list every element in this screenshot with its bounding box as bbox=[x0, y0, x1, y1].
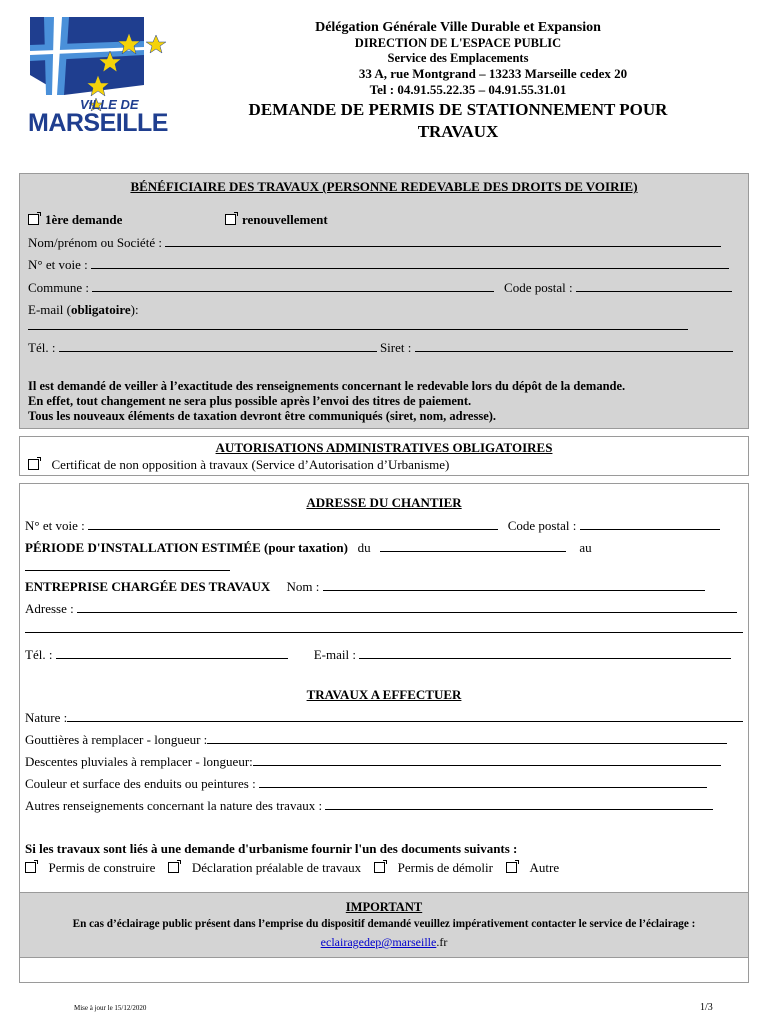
gouttieres-input-line[interactable] bbox=[207, 732, 727, 744]
logo-text-marseille: MARSEILLE bbox=[28, 109, 168, 137]
commune-field[interactable]: Commune : Code postal : bbox=[28, 280, 742, 296]
declaration-prealable-option[interactable]: Déclaration préalable de travaux bbox=[168, 860, 361, 875]
autorisations-title: AUTORISATIONS ADMINISTRATIVES OBLIGATOIRES bbox=[215, 440, 553, 455]
descentes-field[interactable]: Descentes pluviales à remplacer - longueur: bbox=[25, 754, 745, 770]
autorisations-section bbox=[19, 436, 749, 476]
autres-field[interactable]: Autres renseignements concernant la nature des travaux : bbox=[25, 798, 745, 814]
renewal-option[interactable]: renouvellement bbox=[225, 212, 328, 228]
entreprise-adresse-line2[interactable] bbox=[25, 621, 743, 637]
entreprise-tel-input-line[interactable] bbox=[56, 647, 288, 659]
nature-input-line[interactable] bbox=[67, 710, 743, 722]
entreprise-field[interactable]: ENTREPRISE CHARGÉE DES TRAVAUX Nom : bbox=[25, 579, 745, 595]
permis-demolir-option[interactable]: Permis de démolir bbox=[374, 860, 493, 875]
checkbox-icon[interactable] bbox=[506, 862, 517, 873]
marseille-logo bbox=[24, 15, 168, 137]
couleur-field[interactable]: Couleur et surface des enduits ou peintures : bbox=[25, 776, 745, 792]
service-name: Service des Emplacements bbox=[387, 51, 529, 65]
checkbox-icon[interactable] bbox=[374, 862, 385, 873]
checkbox-icon[interactable] bbox=[28, 459, 39, 470]
nom-input-line[interactable] bbox=[165, 235, 721, 247]
entreprise-nom-input-line[interactable] bbox=[323, 579, 705, 591]
page-title: DEMANDE DE PERMIS DE STATIONNEMENT POUR bbox=[248, 100, 668, 119]
autres-input-line[interactable] bbox=[325, 798, 713, 810]
important-text: En cas d’éclairage public présent dans l’emprise du dispositif demandé veuillez impérativement contacter le service de l’éclairage : bbox=[72, 918, 696, 930]
org-name: Délégation Générale Ville Durable et Expansion bbox=[315, 20, 601, 35]
voie-input-line[interactable] bbox=[91, 257, 729, 269]
travaux-title: TRAVAUX A EFFECTUER bbox=[306, 687, 462, 702]
periode-du-input-line[interactable] bbox=[380, 540, 566, 552]
chantier-voie-input-line[interactable] bbox=[88, 518, 498, 530]
certificat-option[interactable]: Certificat de non opposition à travaux (Service d’Autorisation d’Urbanisme) bbox=[28, 457, 449, 473]
chantier-section bbox=[19, 483, 749, 983]
chantier-title: ADRESSE DU CHANTIER bbox=[306, 495, 462, 510]
descentes-input-line[interactable] bbox=[253, 754, 721, 766]
beneficiaire-title: BÉNÉFICIAIRE DES TRAVAUX (PERSONNE REDEVABLE DES DROITS DE VOIRIE) bbox=[130, 179, 638, 194]
siret-input-line[interactable] bbox=[415, 340, 733, 352]
entreprise-adresse-input-line2[interactable] bbox=[25, 621, 743, 633]
notice-text: Il est demandé de veiller à l’exactitude des renseignements concernant le redevable lors du dépôt de la demande. En effet, tout changement ne sera plus possible après l’envoi des titres de paiement. Tous les nouveaux éléments de taxation devront être communiqués (siret, nom, adresse). bbox=[28, 379, 626, 423]
document-header bbox=[178, 20, 738, 142]
chantier-voie-field[interactable]: N° et voie : Code postal : bbox=[25, 518, 745, 534]
entreprise-adresse-field[interactable]: Adresse : bbox=[25, 601, 745, 617]
periode-au-field[interactable] bbox=[25, 559, 230, 575]
page-title-line2: TRAVAUX bbox=[417, 122, 499, 141]
checkbox-icon[interactable] bbox=[225, 214, 236, 225]
periode-field[interactable]: PÉRIODE D'INSTALLATION ESTIMÉE (pour taxation) du au bbox=[25, 540, 592, 555]
urbanisme-options bbox=[25, 860, 745, 876]
autre-option[interactable]: Autre bbox=[506, 860, 559, 875]
entreprise-adresse-input-line[interactable] bbox=[77, 601, 737, 613]
first-request-option[interactable]: 1ère demande bbox=[28, 212, 122, 228]
gouttieres-field[interactable]: Gouttières à remplacer - longueur : bbox=[25, 732, 745, 748]
logo-text-ville: VILLE DE bbox=[80, 97, 139, 112]
periode-au-input-line[interactable] bbox=[25, 559, 230, 571]
direction-name: DIRECTION DE L'ESPACE PUBLIC bbox=[354, 36, 562, 50]
tel-siret-field[interactable]: Tél. : Siret : bbox=[28, 340, 742, 356]
email-input-line[interactable] bbox=[28, 318, 688, 330]
beneficiaire-section bbox=[19, 173, 749, 429]
cp-input-line[interactable] bbox=[576, 280, 732, 292]
entreprise-email-input-line[interactable] bbox=[359, 647, 731, 659]
address: 33 A, rue Montgrand – 13233 Marseille cedex 20 bbox=[358, 66, 628, 81]
voie-field[interactable]: N° et voie : bbox=[28, 257, 742, 273]
checkbox-icon[interactable] bbox=[25, 862, 36, 873]
email-label: E-mail (obligatoire): bbox=[28, 302, 139, 317]
nature-field[interactable]: Nature : bbox=[25, 710, 745, 726]
entreprise-contact-field[interactable]: Tél. : E-mail : bbox=[25, 647, 745, 663]
nom-field[interactable]: Nom/prénom ou Société : bbox=[28, 235, 742, 251]
eclairage-email: eclairagedep@marseille.fr bbox=[320, 935, 448, 949]
phone: Tel : 04.91.55.22.35 – 04.91.55.31.01 bbox=[369, 82, 567, 97]
checkbox-icon[interactable] bbox=[28, 214, 39, 225]
footer-updated: Mise à jour le 15/12/2020 bbox=[74, 1004, 147, 1012]
couleur-input-line[interactable] bbox=[259, 776, 707, 788]
tel-input-line[interactable] bbox=[59, 340, 377, 352]
permis-construire-option[interactable]: Permis de construire bbox=[25, 860, 155, 875]
chantier-cp-input-line[interactable] bbox=[580, 518, 720, 530]
email-field[interactable] bbox=[28, 318, 688, 334]
eclairage-email-link[interactable]: eclairagedep@marseille bbox=[320, 935, 437, 949]
urbanisme-label: Si les travaux sont liés à une demande d'urbanisme fournir l'un des documents suivants : bbox=[25, 841, 518, 856]
page-number: 1/3 bbox=[700, 1002, 713, 1013]
important-title: IMPORTANT bbox=[345, 900, 423, 914]
checkbox-icon[interactable] bbox=[168, 862, 179, 873]
important-section bbox=[20, 892, 748, 958]
commune-input-line[interactable] bbox=[92, 280, 494, 292]
